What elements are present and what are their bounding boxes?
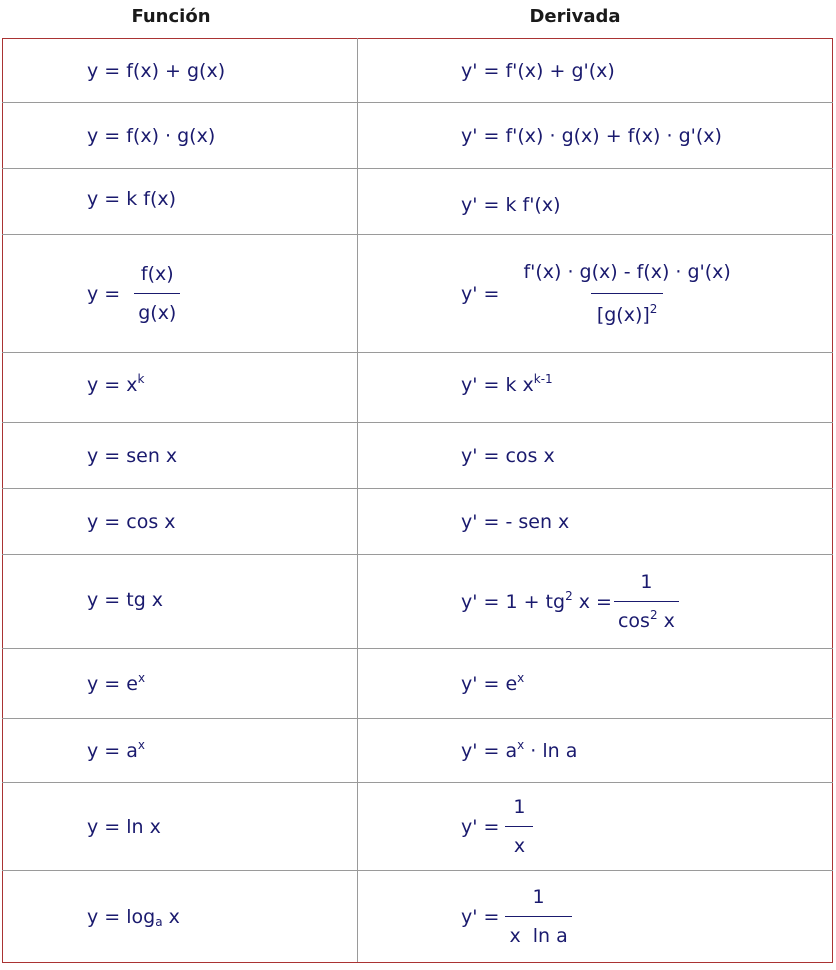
function-cell — [3, 649, 358, 719]
derivatives-table — [2, 38, 833, 963]
fraction-denominator: $[g(x)]^2$ — [591, 293, 664, 326]
derivative-prefix: y' = — [461, 905, 500, 928]
function-cell — [3, 235, 358, 353]
function-formula: $y = \log_a x$ — [87, 905, 180, 929]
derivative-fraction — [517, 261, 736, 326]
derivative-formula: y' = cos x — [461, 444, 555, 467]
derivative-fraction — [505, 886, 571, 947]
table-row — [3, 353, 833, 423]
derivative-formula: y' = - sen x — [461, 510, 570, 533]
fraction-numerator: f(x) — [140, 263, 174, 285]
derivative-cell — [358, 719, 833, 783]
derivative-cell — [358, 489, 833, 555]
function-formula: y = cos x — [87, 510, 176, 533]
table-row — [3, 489, 833, 555]
function-formula: y = sen x — [87, 444, 178, 467]
function-cell — [3, 353, 358, 423]
function-cell — [3, 783, 358, 871]
table-row — [3, 235, 833, 353]
column-header-derivative: Derivada — [529, 6, 621, 27]
fraction-numerator: f'(x) · g(x) - f(x) · g'(x) — [523, 261, 731, 283]
function-cell — [3, 103, 358, 169]
table-row — [3, 871, 833, 963]
derivative-prefix: y' = — [461, 815, 500, 838]
function-cell — [3, 39, 358, 103]
derivative-formula: y' = k $x^{k-1}$ — [461, 371, 553, 396]
table-row — [3, 39, 833, 103]
table-row — [3, 783, 833, 871]
derivative-cell — [358, 235, 833, 353]
table-row — [3, 555, 833, 649]
function-formula: $y = x^k$ — [87, 371, 145, 396]
derivative-formula: y' = k f'(x) — [461, 193, 561, 216]
function-formula: y = tg x — [87, 588, 164, 611]
fraction-denominator: $\cos^2 x$ — [614, 601, 679, 632]
table-row — [3, 649, 833, 719]
fraction-numerator: 1 — [532, 886, 545, 908]
fraction-denominator: x — [505, 826, 533, 857]
table-row — [3, 423, 833, 489]
function-cell — [3, 719, 358, 783]
function-fraction — [134, 263, 180, 324]
derivative-cell — [358, 423, 833, 489]
column-header-function: Función — [131, 6, 211, 27]
derivative-cell — [358, 169, 833, 235]
derivative-cell — [358, 649, 833, 719]
function-cell — [3, 169, 358, 235]
derivative-formula: $y' = a^x \cdot \ln a$ — [461, 737, 578, 762]
function-formula: y = k f(x) — [87, 187, 177, 210]
derivative-formula: $y' = 1 + tg^2$ x = — [461, 588, 612, 613]
function-formula: $y = a^x$ — [87, 737, 145, 762]
derivative-formula: y' = f'(x) + g'(x) — [461, 59, 615, 82]
derivative-cell — [358, 353, 833, 423]
derivative-formula: y' = f'(x) · g(x) + f(x) · g'(x) — [461, 124, 722, 147]
fraction-numerator: 1 — [640, 571, 653, 593]
derivative-prefix: y' = — [461, 282, 500, 305]
table-row — [3, 103, 833, 169]
function-cell — [3, 423, 358, 489]
function-formula: $y = e^x$ — [87, 670, 146, 695]
derivative-fraction — [505, 796, 533, 857]
table-row — [3, 719, 833, 783]
function-prefix: y = — [87, 282, 121, 305]
derivative-cell — [358, 783, 833, 871]
derivative-cell — [358, 103, 833, 169]
derivative-cell — [358, 555, 833, 649]
derivative-fraction — [614, 571, 679, 632]
fraction-numerator: 1 — [513, 796, 526, 818]
derivative-cell — [358, 871, 833, 963]
fraction-denominator: x ln a — [505, 916, 571, 947]
table-row — [3, 169, 833, 235]
function-formula: y = f(x) + g(x) — [87, 59, 226, 82]
function-formula: y = f(x) · g(x) — [87, 124, 216, 147]
derivative-cell — [358, 39, 833, 103]
function-cell — [3, 871, 358, 963]
derivative-formula: $y' = e^x$ — [461, 670, 525, 695]
table-header — [0, 0, 836, 38]
function-cell — [3, 489, 358, 555]
function-cell — [3, 555, 358, 649]
fraction-denominator: g(x) — [134, 293, 180, 324]
function-formula: y = ln x — [87, 815, 161, 838]
